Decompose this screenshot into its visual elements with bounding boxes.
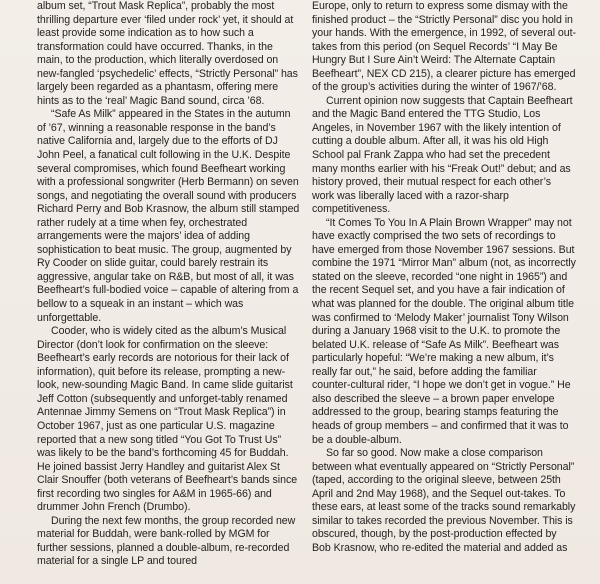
paragraph: During the next few months, the group recorded new material for Buddah, were bank-rolled by MGM for further sessions, planned a double-album, re-recorded material for a single LP and toured [37, 514, 296, 568]
paragraph: Europe, only to return to express some dismay with the finished product – the “Strictly Personal” disc you hold in your hands. With the emergence, in 1992, of several out-takes from this period (on Sequel Records’ “I May Be Hungry But I Sure Ain’t Weird: The Alternate Captain Beefheart”, NEX CD 215), a clearer picture has emerged of the group’s activities during the winter of 1967/’68. [312, 0, 576, 94]
paragraph: So far so good. Now make a close comparison between what eventually appeared on “Strictly Personal” (taped, according to the original sleeve, between 25th April and 2nd May 1968), and the Sequel out-takes. To these ears, at least some of the tracks sound remarkably similar to takes recorded the previous November. This is obscured, though, by the post-production effected by Bob Krasnow, who re-edited the material and added as [312, 447, 576, 554]
paragraph: “It Comes To You In A Plain Brown Wrapper” may not have exactly comprised the two sets of recordings to have emerged from those November 1967 sessions. But combine the 1971 “Mirror Man” album (not, as incorrectly stated on the sleeve, recorded “one night in 1965”) and the recent Sequel set, and you have a fair indication of what was planned for the double. The original album title was confirmed to ‘Melody Maker’ journalist Tony Wilson during a January 1968 visit to the U.K. to promote the belated U.K. release of “Safe As Milk”. Beefheart was particularly hopeful: “We’re making a new album, it’s really far out,” he said, before adding the familiar counter-cultural rider, “I hope we don’t get in vogue.” He also described the sleeve – a brown paper envelope addressed to the group, bearing stamps featuring the heads of group members – and confirmed that it was to be a double-album. [312, 216, 576, 446]
paragraph: Cooder, who is widely cited as the album’s Musical Director (don’t look for confirmation on the sleeve: Beefheart’s early records are notorious for their lack of information), quit before its release, prompting a new-look, new-sounding Magic Band. In came slide guitarist Jeff Cotton (subsequently and unforget-tably renamed Antennae Jimmy Semens on “Trout Mask Replica”) in October 1967, just as one particular U.S. magazine reported that a new song titled “You Got To Trust Us” was likely to be the band’s forthcoming 45 for Buddah. He joined bassist Jerry Handley and guitarist Alex St Clair Snouffer (both veterans of Beefheart’s bands since first recording two singles for A&M in 1965-66) and drummer John French (Drumbo). [37, 325, 298, 514]
paragraph: Current opinion now suggests that Captain Beefheart and the Magic Band entered the TTG Studio, Los Angeles, in November 1967 with the likely intention of cutting a double album. After all, it was his old High School pal Frank Zappa who had set the precedent many months earlier with his “Freak Out!” debut; and as history proved, their mutual respect for each other’s work was liberally laced with a razor-sharp competitiveness. [312, 94, 573, 216]
paragraph: “Safe As Milk” appeared in the States in the autumn of ’67, winning a reasonable response in the band’s native California and, largely due to the efforts of DJ John Peel, a fanatical cult following in the U.K. Despite several compromises, which found Beefheart working with a professional songwriter (Herb Bermann) on seven songs, and negotiating the overall sound with producers Richard Perry and Bob Krasnow, the album still stamped rather rudely at a time when fey, orchestrated arrangements were the majors’ idea of adding sophistication to beat music. The group, augmented by Ry Cooder on slide guitar, could barely restrain its aggressive, angular take on R&B, but most of all, it was Beefheart’s full-bodied voice – capable of altering from a bellow to a squeak in an instant – which was unforgettable. [37, 108, 300, 324]
right-text-column [312, 0, 576, 555]
paragraph: album set, “Trout Mask Replica”, probably the most thrilling departure ever ‘filed under rock’ yet, it should at least provide some indication as to how such a transformation could have occurred. Thanks, in the main, to the production, which literally overdosed on new-fangled ‘psychedelic’ effects, “Strictly Personal” has largely been regarded as a phantasm, offering mere hints as to the ‘real’ Magic Band sound, circa ’68. [37, 0, 298, 107]
left-text-column [37, 0, 301, 569]
